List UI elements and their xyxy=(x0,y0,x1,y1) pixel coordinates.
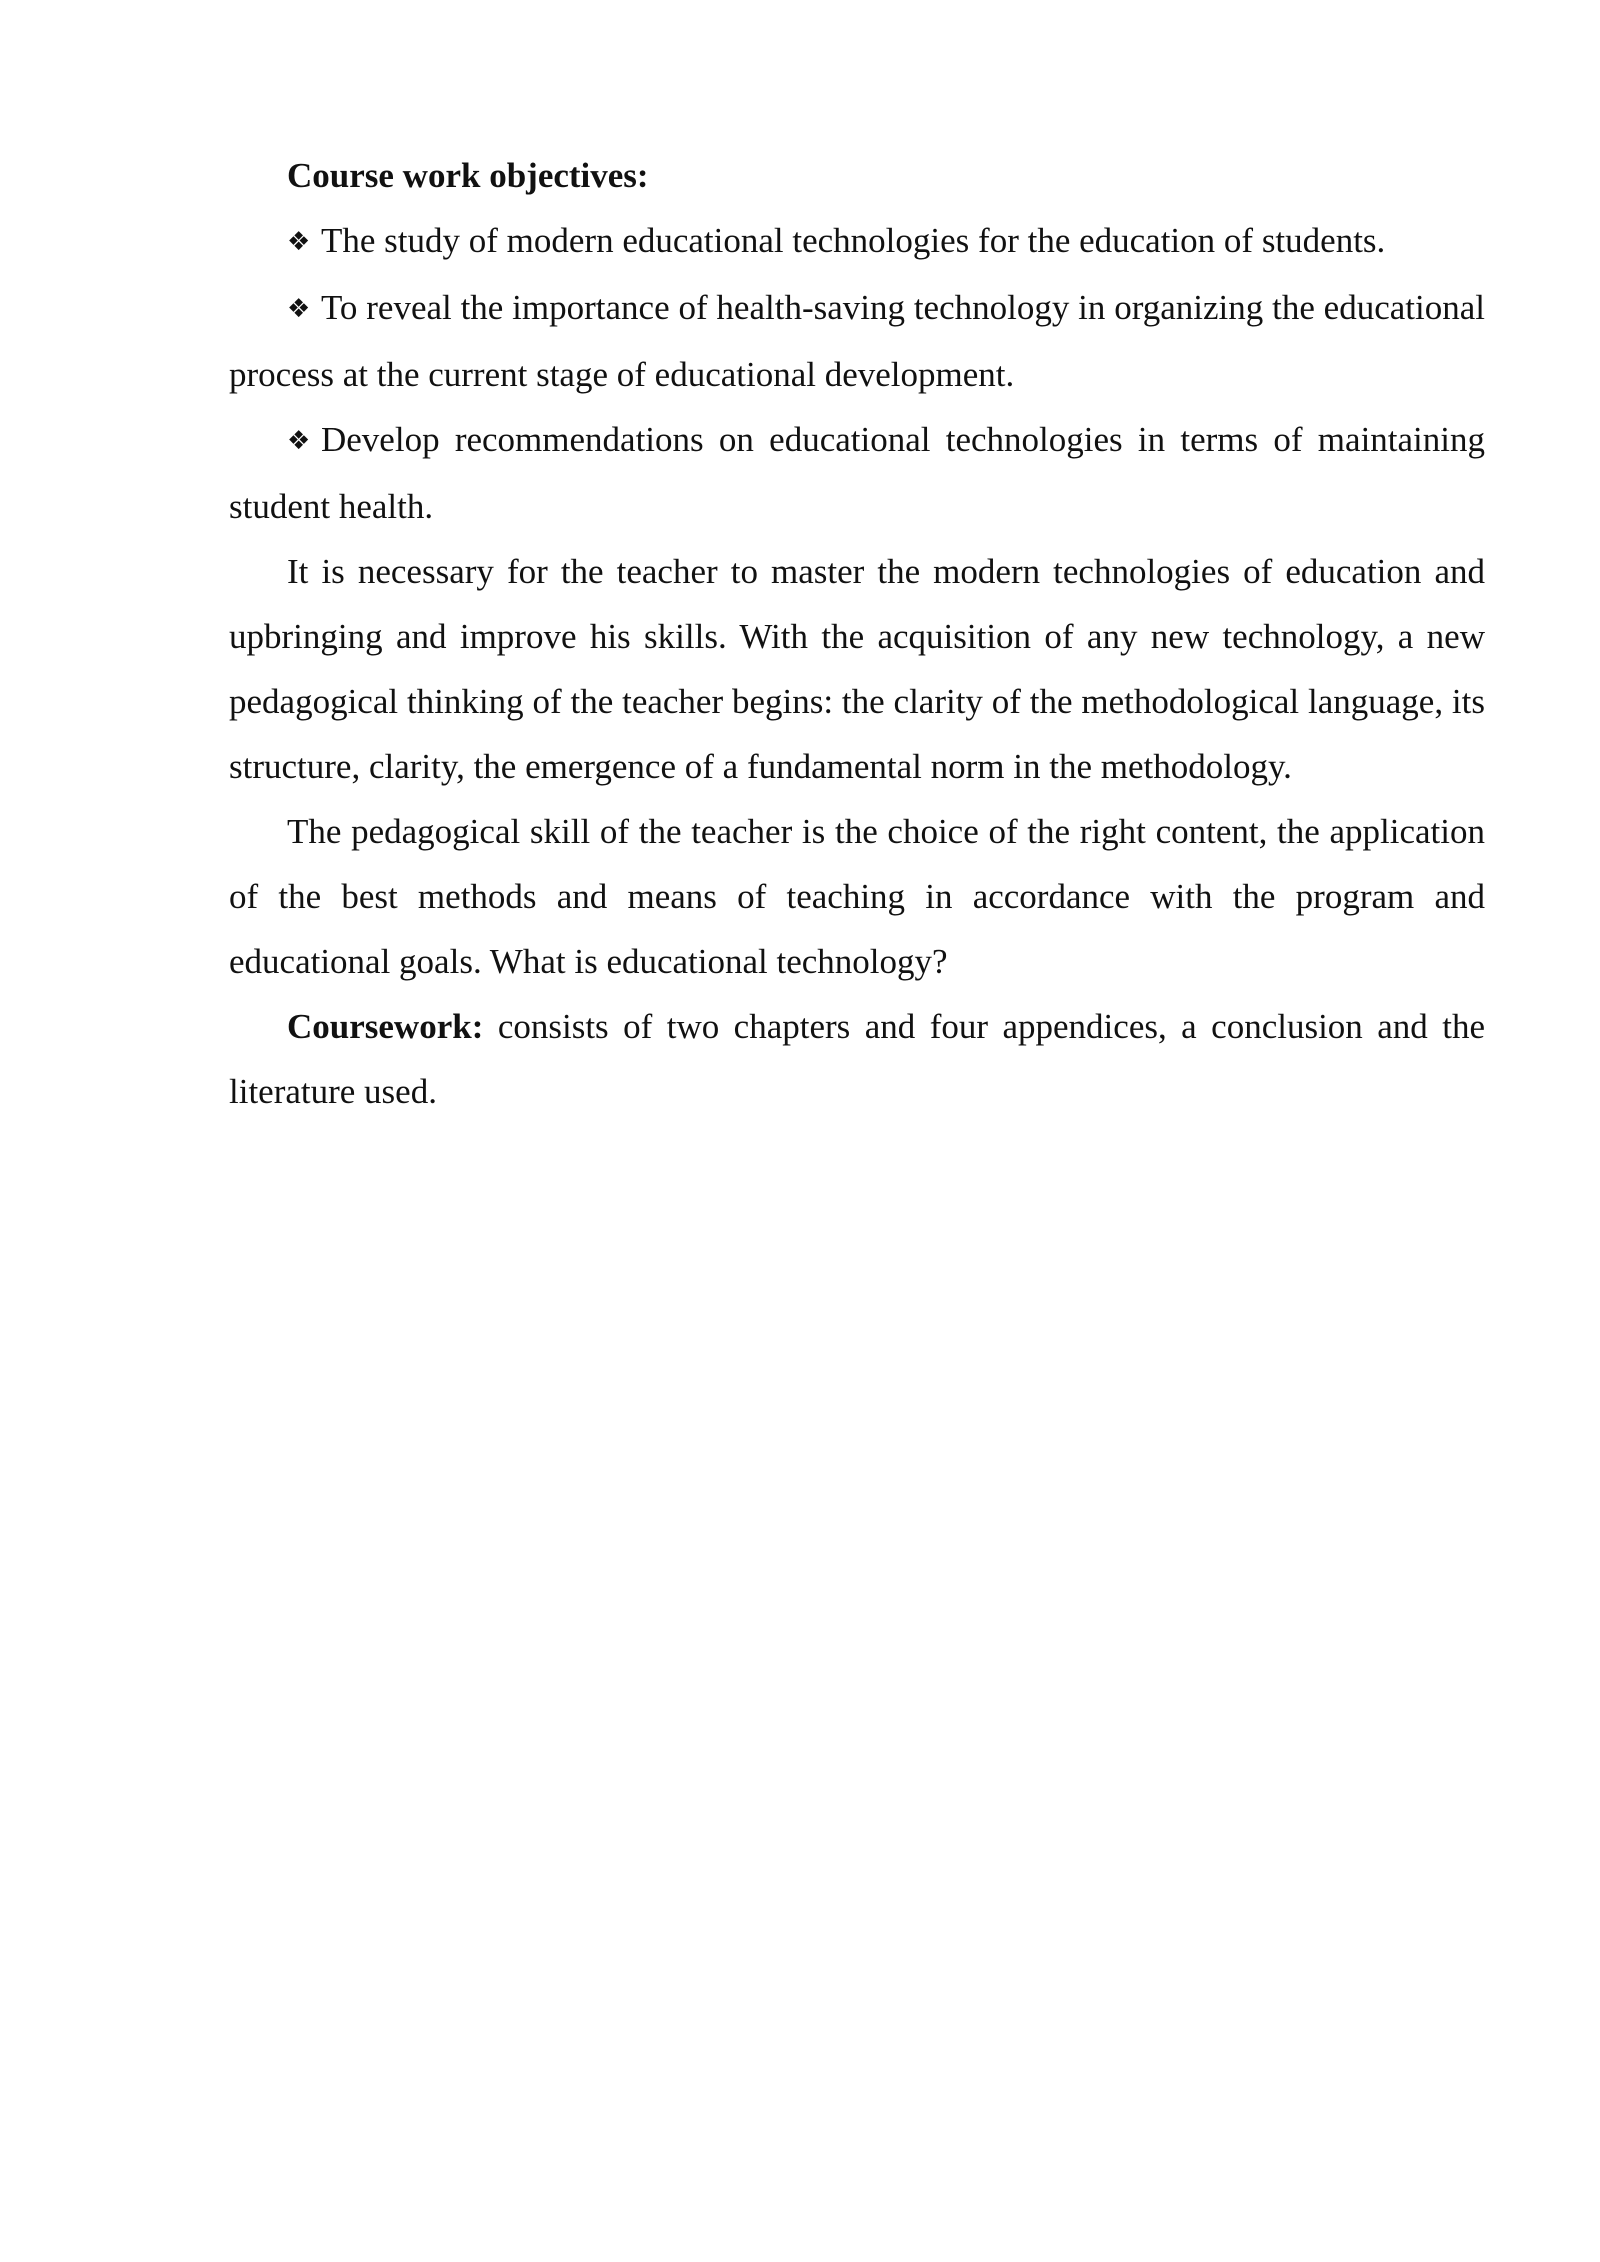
body-paragraph: The pedagogical skill of the teacher is the choice of the right content, the application of the best methods and means of teaching in accordance with the program and educational goals. What is educational technology? xyxy=(229,812,1485,981)
diamond-bullet-icon: ❖ xyxy=(287,426,311,456)
coursework-label: Coursework: xyxy=(287,1007,484,1046)
coursework-text: consists of two chapters and four appendices, a conclusion and the literature used. xyxy=(229,1007,1485,1111)
objective-text: To reveal the importance of health-saving technology in organizing the educational process at the current stage of educational development. xyxy=(229,288,1485,394)
objective-text: Develop recommendations on educational technologies in terms of maintaining student health. xyxy=(229,420,1485,526)
objective-item xyxy=(229,208,1485,275)
objectives-heading: Course work objectives: xyxy=(287,156,649,195)
diamond-bullet-icon: ❖ xyxy=(287,294,311,324)
objective-text: The study of modern educational technologies for the education of students. xyxy=(321,221,1386,260)
objective-item xyxy=(229,275,1485,407)
objective-item xyxy=(229,407,1485,539)
body-paragraph: It is necessary for the teacher to master the modern technologies of education and upbringing and improve his skills. With the acquisition of any new technology, a new pedagogical thinking of the teacher begins: the clarity of the methodological language, its structure, clarity, the emergence of a fundamental norm in the methodology. xyxy=(229,552,1485,786)
document-body xyxy=(229,143,1485,1124)
coursework-paragraph xyxy=(229,994,1485,1124)
diamond-bullet-icon: ❖ xyxy=(287,227,311,257)
